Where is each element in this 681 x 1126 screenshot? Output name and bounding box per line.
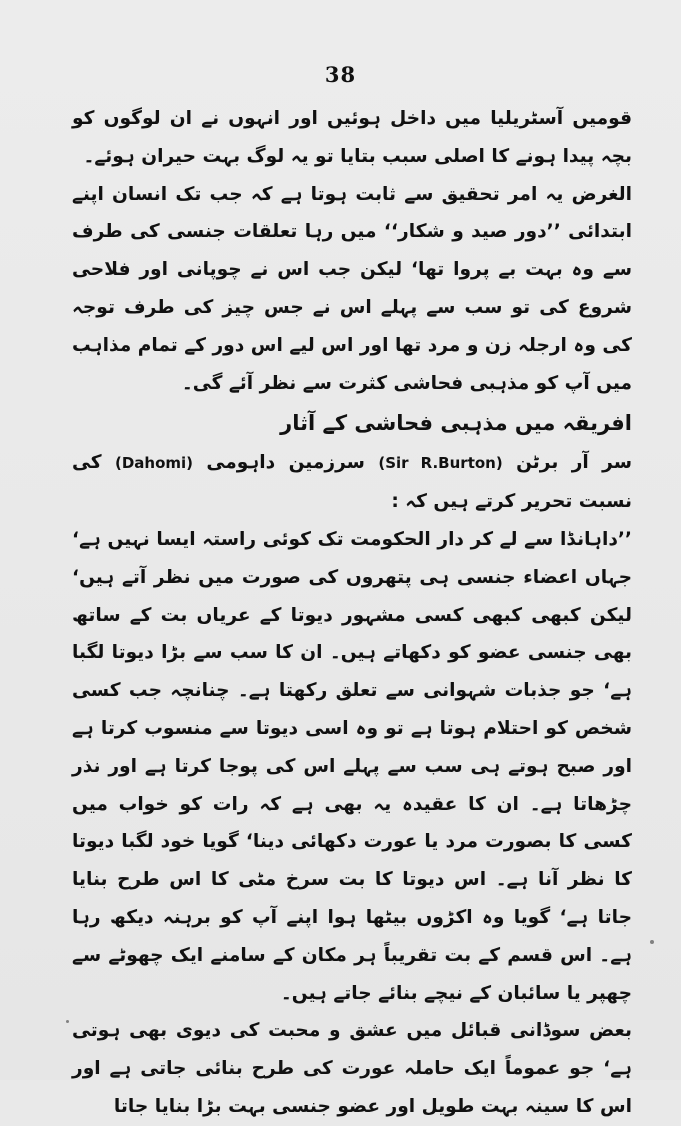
intro-name-ur: سر آر برٹن [516, 452, 632, 474]
quote-paragraph: ’’داہانڈا سے لے کر دار الحکومت تک کوئی راستہ ایسا نہیں ہے‘ جہاں اعضاء جنسی ہی پتھروں کی صورت میں نظر آتے ہیں‘ لیکن کبھی کبھی کسی مشہور دیوتا کے عریاں بت کے ساتھ بھی جنسی عضو کو دکھاتے ہیں۔ ان کا سب سے بڑا دیوتا لگبا ہے‘ جو جذبات شہوانی سے تعلق رکھتا ہے۔ چنانچہ جب کسی شخص کو احتلام ہوتا ہے تو وہ اسی دیوتا سے منسوب کرتا ہے اور صبح ہوتے ہی سب سے پہلے اس کی پوجا کرتا ہے اور نذر چڑھاتا ہے۔ ان کا عقیدہ یہ بھی ہے کہ رات کو خواب میں کسی کا بصورت مرد یا عورت دکھائی دینا‘ گویا خود لگبا دیوتا کا نظر آنا ہے۔ اس دیوتا کا بت سرخ مٹی کا اس طرح بنایا جاتا ہے‘ گویا وہ اکڑوں بیٹھا ہوا اپنے آپ کو برہنہ دیکھ رہا ہے۔ اس قسم کے بت تقریباً ہر مکان کے سامنے ایک چھوٹے سے چھپر یا سائبان کے نیچے بنائے جاتے ہیں۔ [72, 528, 632, 1004]
intro-place-en: (Dahomi) [115, 454, 194, 473]
paragraph-1: قومیں آسٹریلیا میں داخل ہوئیں اور انہوں نے ان لوگوں کو بچہ پیدا ہونے کا اصلی سبب بتایا تو یہ لوگ بہت حیران ہوئے۔ [72, 108, 632, 167]
intro-rest: کی نسبت تحریر کرتے ہیں کہ : [72, 452, 632, 513]
scan-speck [66, 1020, 69, 1023]
section-intro [72, 444, 632, 521]
intro-name-en: (Sir R.Burton) [378, 454, 503, 473]
section-heading: افریقہ میں مذہبی فحاشی کے آثار [280, 411, 632, 436]
scan-speck [650, 940, 654, 944]
page-number: 38 [324, 62, 357, 87]
paragraph-last: بعض سوڈانی قبائل میں عشق و محبت کی دیوی بھی ہوتی ہے‘ جو عموماً ایک حاملہ عورت کی طرح بنائی جاتی ہے اور اس کا سینہ بہت طویل اور عضو جنسی بہت بڑا بنایا جاتا [72, 1020, 632, 1117]
intro-place-ur: سرزمین داہومی [206, 452, 365, 474]
paragraph-2: الغرض یہ امر تحقیق سے ثابت ہوتا ہے کہ جب تک انسان اپنے ابتدائی ’’دور صید و شکار‘‘ میں رہا تعلقات جنسی کی طرف سے وہ بہت بے پروا تھا‘ لیکن جب اس نے چوپانی اور فلاحی شروع کی تو سب سے پہلے اس نے جس چیز کی طرف توجہ کی وہ ارجلہ زن و مرد تھا اور اس لیے اس دور کے تمام مذاہب میں آپ کو مذہبی فحاشی کثرت سے نظر آئے گی۔ [72, 183, 632, 394]
page-body [72, 100, 632, 1126]
